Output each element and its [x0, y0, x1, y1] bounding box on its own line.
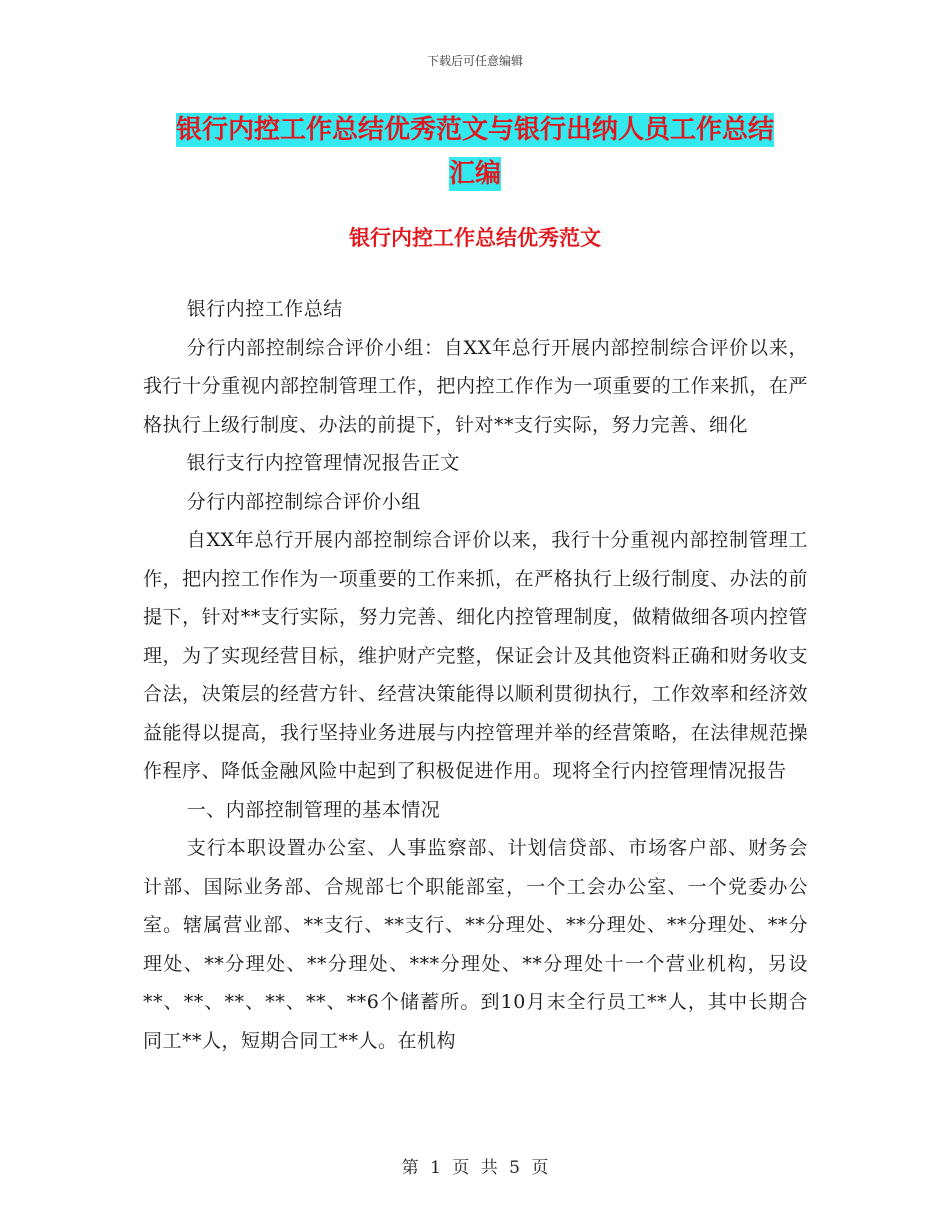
- paragraph: 支行本职设置办公室、人事监察部、计划信贷部、市场客户部、财务会计部、国际业务部、合规部七个职能部室，一个工会办公室、一个党委办公室。辖属营业部、**支行、**支行、**分理处、**分理处、**分理处、**分理处、**分理处、**分理处、***分理处、**分理处十一个营业机构，另设**、**、**、**、**、**6个储蓄所。到10月末全行员工**人，其中长期合同工**人，短期合同工**人。在机构: [143, 837, 808, 1052]
- document-body: [143, 290, 808, 1060]
- title-line-1: 银行内控工作总结优秀范文与银行出纳人员工作总结: [175, 115, 774, 145]
- header-note: 下载后可任意编辑: [426, 54, 523, 68]
- title-line-2: 汇编: [448, 159, 501, 189]
- section-title: 银行内控工作总结优秀范文: [349, 226, 601, 250]
- paragraph: 银行支行内控管理情况报告正文: [186, 452, 460, 474]
- paragraph: 分行内部控制综合评价小组：自XX年总行开展内部控制综合评价以来，我行十分重视内部控制管理工作，把内控工作作为一项重要的工作来抓，在严格执行上级行制度、办法的前提下，针对**支行实际，努力完善、细化: [143, 336, 808, 436]
- paragraph: 分行内部控制综合评价小组: [186, 490, 421, 513]
- page-footer: 第 1 页 共 5 页: [401, 1158, 549, 1178]
- paragraph: 自XX年总行开展内部控制综合评价以来，我行十分重视内部控制管理工作，把内控工作作为一项重要的工作来抓，在严格执行上级行制度、办法的前提下，针对**支行实际，努力完善、细化内控管理制度，做精做细各项内控管理，为了实现经营目标，维护财产完整，保证会计及其他资料正确和财务收支合法，决策层的经营方针、经营决策能得以顺利贯彻执行，工作效率和经济效益能得以提高，我行坚持业务进展与内控管理并举的经营策略，在法律规范操作程序、降低金融风险中起到了积极促进作用。现将全行内控管理情况报告: [143, 529, 808, 782]
- document-title: [140, 108, 810, 196]
- paragraph: 一、内部控制管理的基本情况: [186, 798, 441, 821]
- paragraph: 银行内控工作总结: [186, 298, 343, 320]
